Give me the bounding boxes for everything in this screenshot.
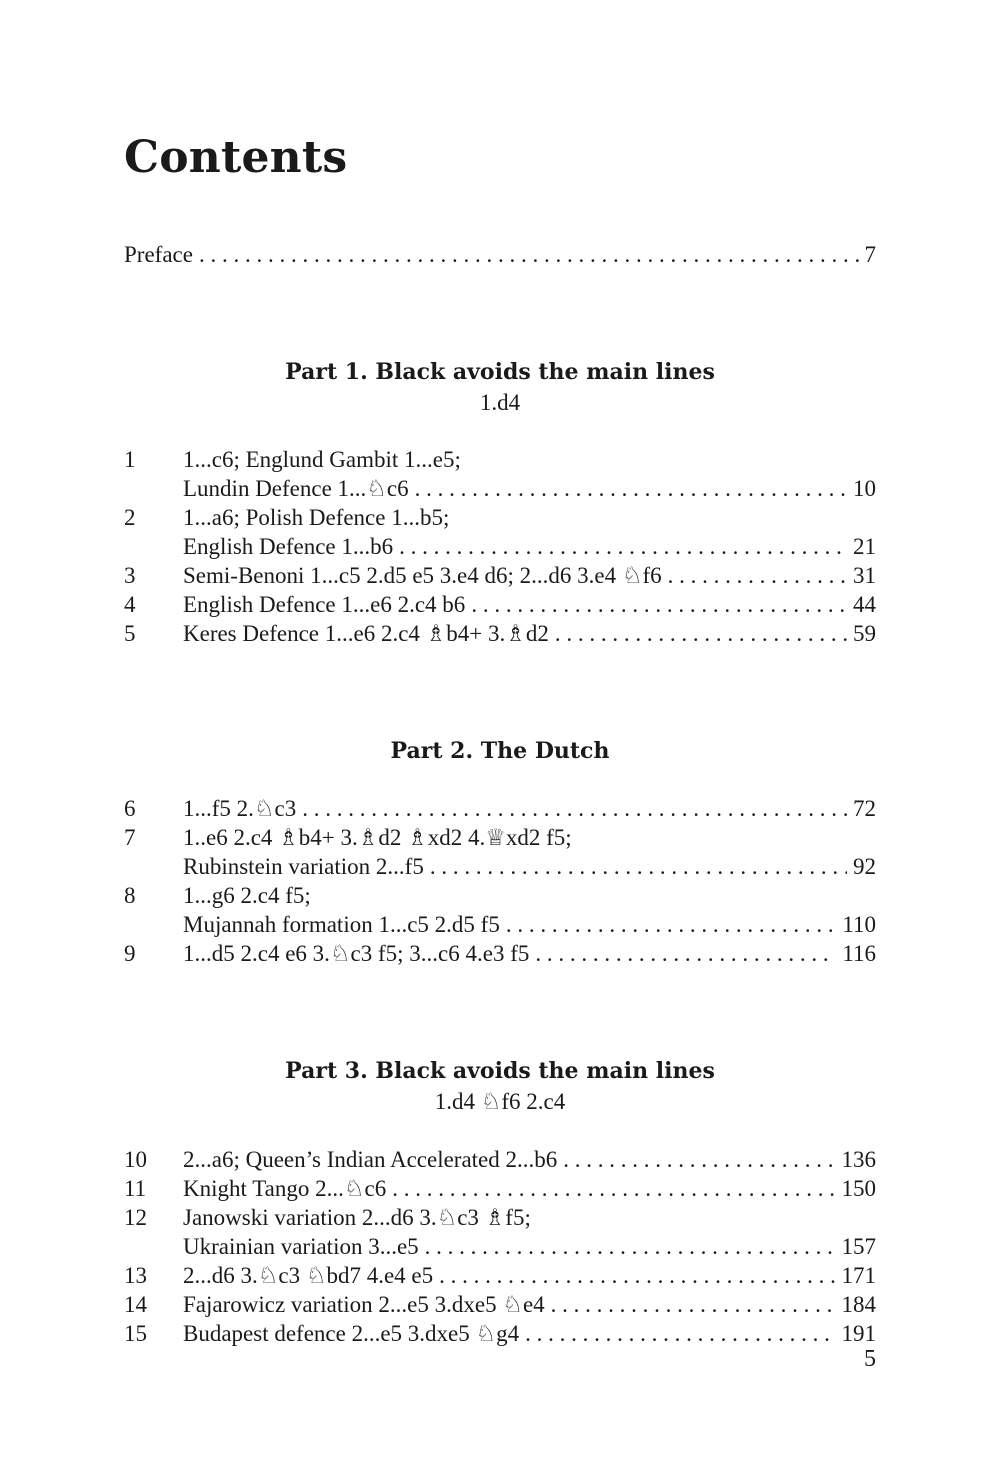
toc-page-number: 72 — [853, 796, 876, 821]
toc-page-number: 150 — [841, 1176, 876, 1201]
chapter-title: 1...f5 2.♘c3 — [183, 796, 297, 821]
chapter-number: 12 — [124, 1205, 147, 1230]
dot-leader — [302, 794, 847, 824]
dot-leader — [535, 939, 836, 969]
toc-entry-preface[interactable] — [124, 240, 876, 270]
chapter-number: 6 — [124, 796, 136, 821]
toc-entry-continuation[interactable] — [124, 910, 876, 940]
chapter-title: Knight Tango 2...♘c6 — [183, 1176, 387, 1201]
chapter-number: 8 — [124, 883, 136, 908]
chapter-title: 2...a6; Queen’s Indian Accelerated 2...b6 — [183, 1147, 558, 1172]
dot-leader — [555, 619, 847, 649]
toc-page-number: 7 — [864, 242, 876, 267]
toc-entry[interactable] — [124, 445, 876, 475]
dot-leader — [392, 1174, 835, 1204]
dot-leader — [551, 1290, 836, 1320]
toc-page-number: 157 — [841, 1234, 876, 1259]
part-heading: Part 2. The Dutch — [390, 738, 610, 764]
chapter-title: English Defence 1...e6 2.c4 b6 — [183, 592, 466, 617]
chapter-title-line2: Lundin Defence 1...♘c6 — [183, 476, 409, 501]
chapter-title: 1...d5 2.c4 e6 3.♘c3 f5; 3...c6 4.e3 f5 — [183, 941, 530, 966]
page-title: Contents — [124, 132, 348, 183]
chapter-number: 4 — [124, 592, 136, 617]
toc-page-number: 10 — [853, 476, 876, 501]
dot-leader — [668, 561, 847, 591]
toc-entry-continuation[interactable] — [124, 1232, 876, 1262]
chapter-number: 13 — [124, 1263, 147, 1288]
part-heading: Part 3. Black avoids the main lines — [285, 1058, 715, 1084]
toc-page-number: 116 — [842, 941, 876, 966]
chapter-title-line1: Janowski variation 2...d6 3.♘c3 ♗f5; — [183, 1205, 531, 1230]
dot-leader — [430, 852, 847, 882]
part-subheading: 1.d4 — [479, 390, 521, 415]
toc-entry[interactable] — [124, 590, 876, 620]
page-number: 5 — [864, 1346, 876, 1372]
chapter-title: Budapest defence 2...e5 3.dxe5 ♘g4 — [183, 1321, 520, 1346]
toc-page-number: 44 — [853, 592, 876, 617]
part-heading: Part 1. Black avoids the main lines — [285, 359, 715, 385]
dot-leader — [525, 1319, 835, 1349]
toc-page-number: 110 — [842, 912, 876, 937]
chapter-number: 7 — [124, 825, 136, 850]
toc-page-number: 191 — [841, 1321, 876, 1346]
chapter-number: 10 — [124, 1147, 147, 1172]
chapter-title: Keres Defence 1...e6 2.c4 ♗b4+ 3.♗d2 — [183, 621, 549, 646]
toc-entry[interactable] — [124, 794, 876, 824]
toc-page-number: 171 — [841, 1263, 876, 1288]
toc-entry[interactable] — [124, 1319, 876, 1349]
toc-entry[interactable] — [124, 939, 876, 969]
toc-entry[interactable] — [124, 561, 876, 591]
chapter-title-line1: 1...c6; Englund Gambit 1...e5; — [183, 447, 461, 472]
toc-page-number: 31 — [853, 563, 876, 588]
dot-leader — [439, 1261, 835, 1291]
chapter-title-line1: 1...g6 2.c4 f5; — [183, 883, 311, 908]
chapter-title: Fajarowicz variation 2...e5 3.dxe5 ♘e4 — [183, 1292, 545, 1317]
toc-entry-label: Preface — [124, 242, 193, 267]
chapter-title-line2: English Defence 1...b6 — [183, 534, 394, 559]
toc-page-number: 21 — [853, 534, 876, 559]
toc-entry[interactable] — [124, 1203, 876, 1233]
toc-entry[interactable] — [124, 1290, 876, 1320]
toc-entry[interactable] — [124, 1174, 876, 1204]
toc-entry[interactable] — [124, 881, 876, 911]
dot-leader — [506, 910, 837, 940]
chapter-number: 5 — [124, 621, 136, 646]
chapter-title: 2...d6 3.♘c3 ♘bd7 4.e4 e5 — [183, 1263, 434, 1288]
chapter-title-line2: Mujannah formation 1...c5 2.d5 f5 — [183, 912, 500, 937]
toc-page-number: 136 — [841, 1147, 876, 1172]
chapter-title-line2: Ukrainian variation 3...e5 — [183, 1234, 419, 1259]
chapter-number: 3 — [124, 563, 136, 588]
dot-leader — [199, 240, 859, 270]
chapter-title-line2: Rubinstein variation 2...f5 — [183, 854, 424, 879]
toc-entry[interactable] — [124, 823, 876, 853]
toc-page-number: 184 — [841, 1292, 876, 1317]
toc-entry-continuation[interactable] — [124, 852, 876, 882]
toc-entry-continuation[interactable] — [124, 474, 876, 504]
dot-leader — [399, 532, 847, 562]
chapter-number: 15 — [124, 1321, 147, 1346]
dot-leader — [471, 590, 847, 620]
chapter-number: 9 — [124, 941, 136, 966]
toc-entry[interactable] — [124, 503, 876, 533]
chapter-title: Semi-Benoni 1...c5 2.d5 e5 3.e4 d6; 2...d6 3.e4 ♘f6 — [183, 563, 662, 588]
chapter-number: 2 — [124, 505, 136, 530]
toc-entry[interactable] — [124, 619, 876, 649]
chapter-number: 14 — [124, 1292, 147, 1317]
chapter-number: 11 — [124, 1176, 147, 1201]
toc-entry[interactable] — [124, 1261, 876, 1291]
chapter-title-line1: 1...a6; Polish Defence 1...b5; — [183, 505, 450, 530]
dot-leader — [415, 474, 847, 504]
toc-page-number: 59 — [853, 621, 876, 646]
chapter-title-line1: 1..e6 2.c4 ♗b4+ 3.♗d2 ♗xd2 4.♕xd2 f5; — [183, 825, 572, 850]
toc-entry-continuation[interactable] — [124, 532, 876, 562]
toc-entry[interactable] — [124, 1145, 876, 1175]
dot-leader — [563, 1145, 835, 1175]
dot-leader — [425, 1232, 836, 1262]
part-subheading: 1.d4 ♘f6 2.c4 — [434, 1089, 566, 1114]
chapter-number: 1 — [124, 447, 136, 472]
toc-page-number: 92 — [853, 854, 876, 879]
